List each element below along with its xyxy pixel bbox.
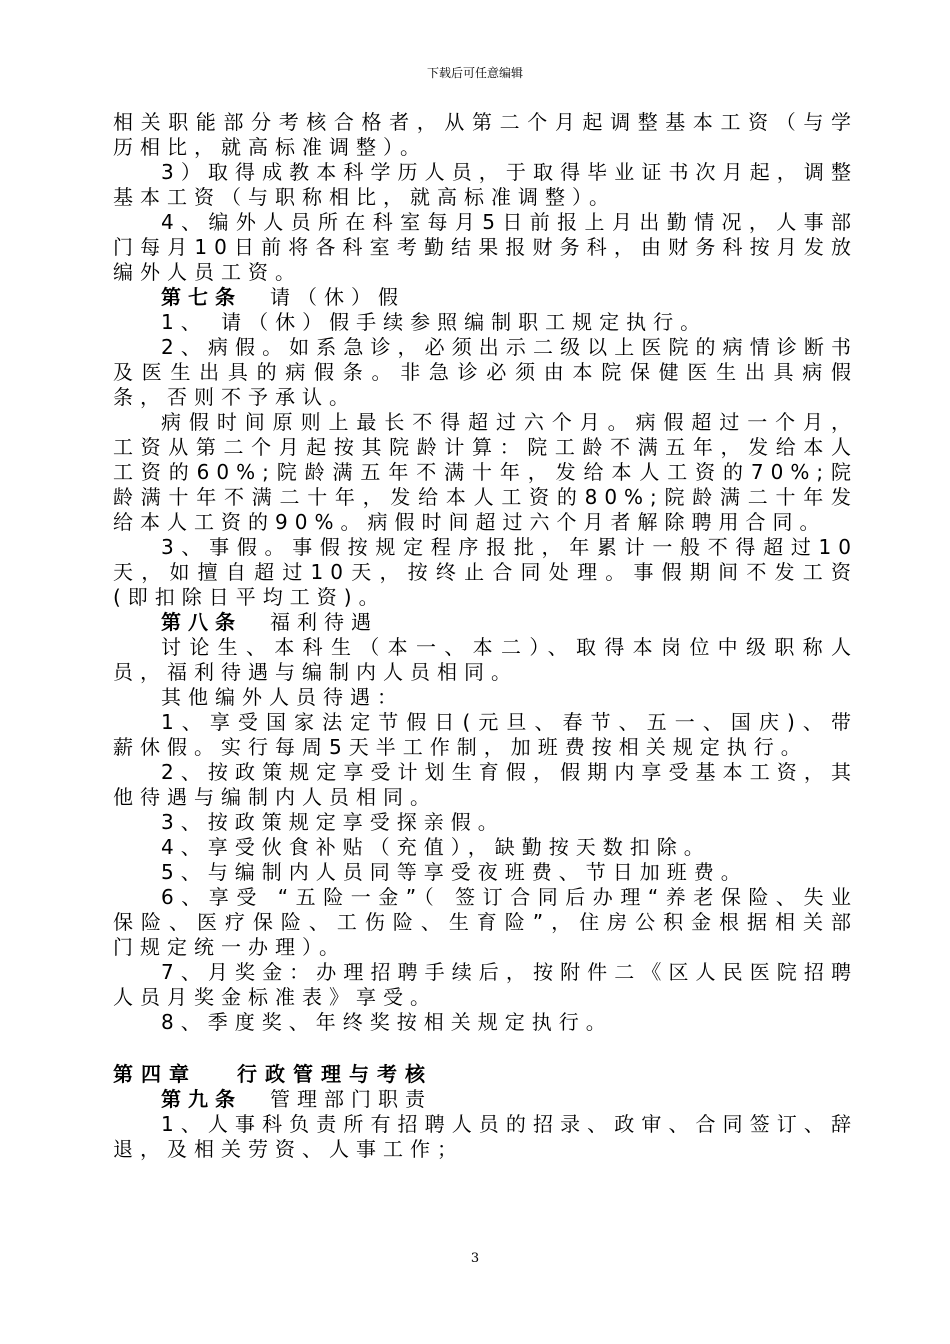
paragraph: 相关职能部分考核合格者，从第二个月起调整基本工资（与学历相比，就高标准调整）。: [113, 110, 858, 159]
chapter-number: 第四章: [113, 1062, 197, 1086]
paragraph: 2、按政策规定享受计划生育假，假期内享受基本工资，其他待遇与编制内人员相同。: [113, 760, 858, 809]
paragraph: 1、 请（休）假手续参照编制职工规定执行。: [161, 310, 708, 334]
paragraph: 4、编外人员所在科室每月5日前报上月出勤情况，人事部门每月10日前将各科室考勤结果报财务科，由财务科按月发放编外人员工资。: [113, 210, 858, 284]
article-8-heading: [113, 610, 858, 635]
page-number: 3: [470, 1251, 480, 1266]
paragraph: 7、月奖金：办理招聘手续后，按附件二《区人民医院招聘人员月奖金标准表》享受。: [113, 960, 858, 1009]
article-title: 福利待遇: [270, 610, 378, 634]
paragraph: 8、季度奖、年终奖按相关规定执行。: [161, 1010, 613, 1034]
page-content: [113, 110, 858, 1162]
article-title: 请（休）假: [270, 285, 405, 309]
article-number: 第七条: [161, 285, 242, 309]
paragraph: 其他编外人员待遇：: [161, 685, 404, 709]
article-7-heading: [113, 285, 858, 310]
article-number: 第八条: [161, 610, 242, 634]
article-title: 管理部门职责: [270, 1087, 432, 1111]
paragraph: 1、人事科负责所有招聘人员的招录、政审、合同签订、辞退，及相关劳资、人事工作；: [113, 1112, 858, 1161]
paragraph: 3）取得成教本科学历人员，于取得毕业证书次月起，调整基本工资（与职称相比，就高标准调整）。: [113, 160, 858, 209]
paragraph: 2、病假。如系急诊，必须出示二级以上医院的病情诊断书及医生出具的病假条。非急诊必须由本院保健医生出具病假条，否则不予承认。: [113, 335, 858, 409]
paragraph: 6、享受 “五险一金”（ 签订合同后办理“养老保险、失业保险、医疗保险、工伤险、生育险”，住房公积金根据相关部门规定统一办理）。: [113, 885, 858, 959]
paragraph: 1、享受国家法定节假日(元旦、春节、五一、国庆)、带薪休假。实行每周5天半工作制，加班费按相关规定执行。: [113, 710, 858, 759]
paragraph: 3、事假。事假按规定程序报批，年累计一般不得超过10天，如擅自超过10天，按终止合同处理。事假期间不发工资(即扣除日平均工资)。: [113, 535, 858, 609]
article-number: 第九条: [161, 1087, 242, 1111]
page-header: 下载后可任意编辑: [426, 66, 523, 80]
paragraph: 病假时间原则上最长不得超过六个月。病假超过一个月，工资从第二个月起按其院龄计算：院工龄不满五年，发给本人工资的60%;院龄满五年不满十年，发给本人工资的70%;院龄满十年不满二十年，发给本人工资的80%;院龄满二十年发给本人工资的90%。病假时间超过六个月者解除聘用合同。: [113, 410, 858, 534]
paragraph: 3、按政策规定享受探亲假。: [161, 810, 505, 834]
article-9-heading: [113, 1087, 858, 1112]
paragraph: 4、享受伙食补贴（充值），缺勤按天数扣除。: [161, 835, 711, 859]
chapter-4-heading: [113, 1062, 858, 1087]
paragraph: 讨论生、本科生（本一、本二）、取得本岗位中级职称人员，福利待遇与编制内人员相同。: [113, 635, 858, 684]
chapter-title: 行政管理与考核: [237, 1062, 433, 1086]
paragraph: 5、与编制内人员同等享受夜班费、节日加班费。: [161, 860, 748, 884]
